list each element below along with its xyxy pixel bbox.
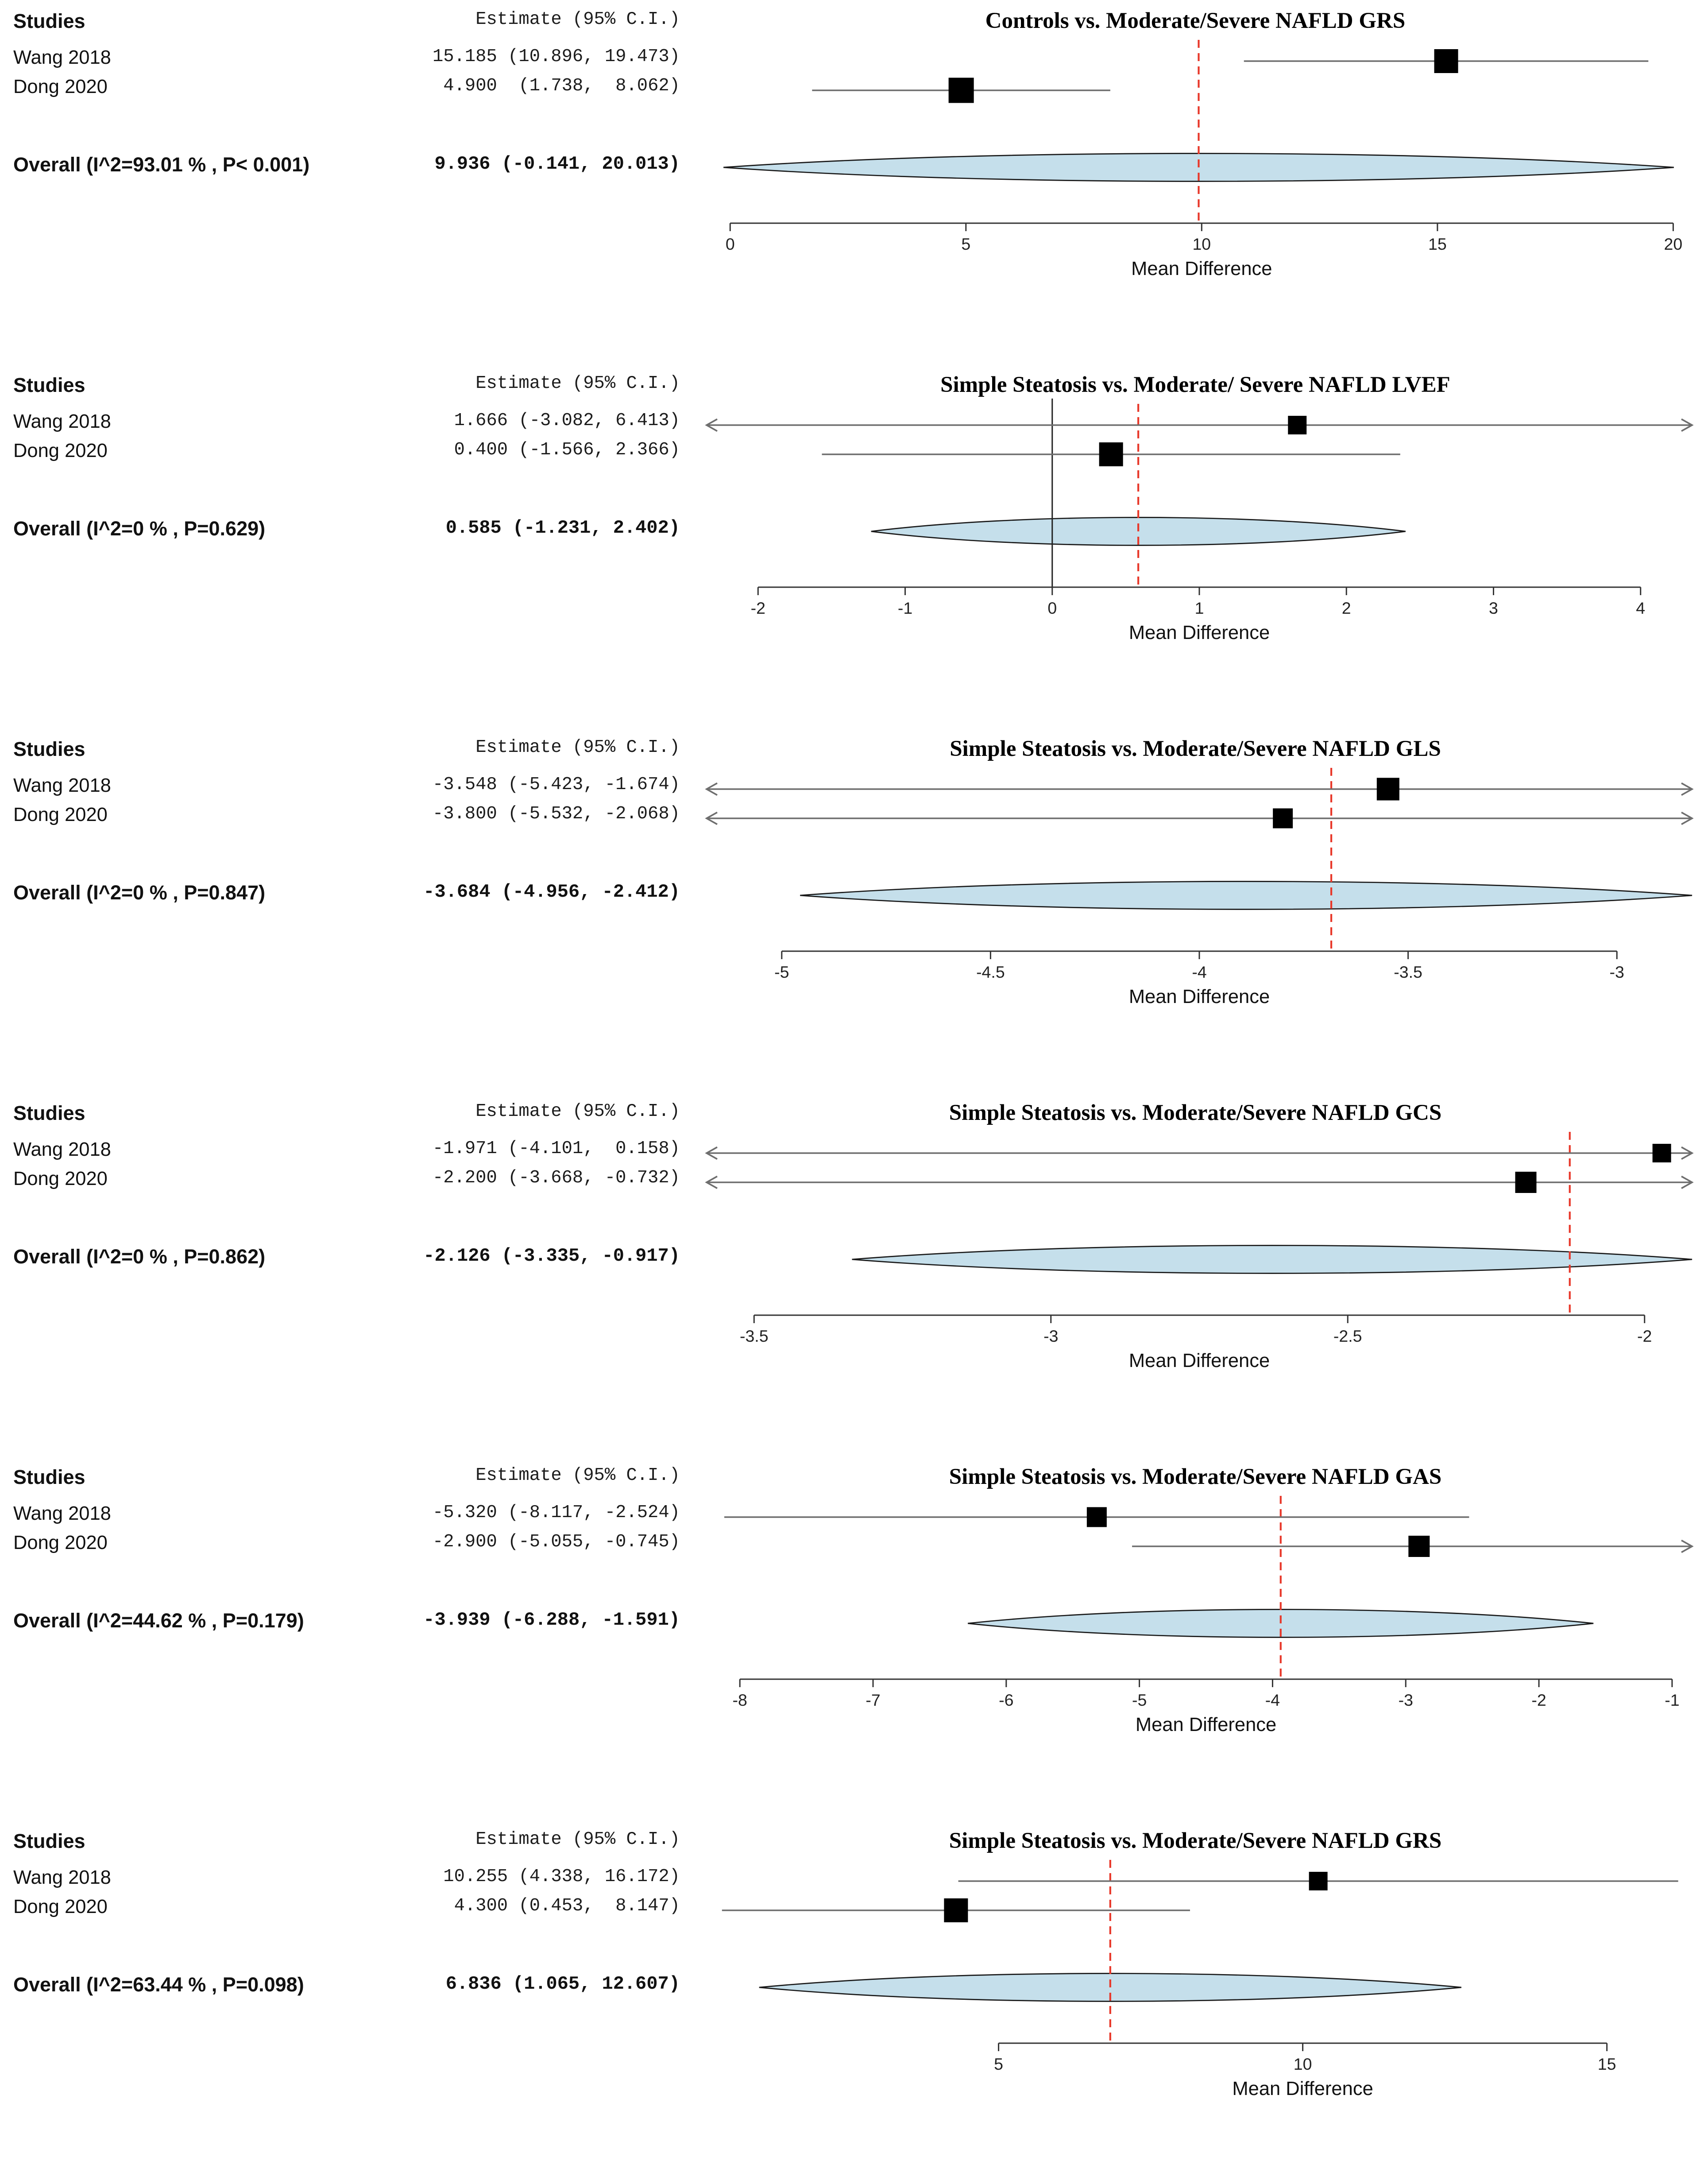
studies-column-header: Studies [13,1831,85,1853]
svg-text:Mean Difference: Mean Difference [1128,1350,1270,1371]
svg-text:Mean Difference: Mean Difference [1131,258,1272,279]
svg-text:-2: -2 [1531,1691,1546,1709]
studies-column-header: Studies [13,375,85,397]
svg-text:0: 0 [725,235,735,253]
estimate-column-header: Estimate (95% C.I.) [475,11,680,31]
study-estimate: -3.548 (-5.423, -1.674) [432,776,680,796]
overall-estimate: -3.939 (-6.288, -1.591) [423,1610,680,1631]
study-name: Dong 2020 [13,805,108,826]
overall-label: Overall (I^2=93.01 % , P< 0.001) [13,154,310,177]
studies-column-header: Studies [13,739,85,761]
overall-label: Overall (I^2=0 % , P=0.847) [13,882,266,905]
forest-panel-controls-grs [0,0,1708,364]
svg-text:-8: -8 [732,1691,747,1709]
forest-plot [691,728,1708,1060]
svg-text:1: 1 [1194,599,1204,617]
overall-estimate: 6.836 (1.065, 12.607) [445,1974,680,1995]
svg-text:-7: -7 [866,1691,881,1709]
svg-text:-6: -6 [999,1691,1014,1709]
svg-text:-1: -1 [897,599,913,617]
svg-text:15: 15 [1597,2055,1616,2073]
forest-panel-gas [0,1456,1708,1820]
panel-title: Simple Steatosis vs. Moderate/Severe NAFLD GAS [949,1464,1442,1489]
forest-plot [691,364,1708,696]
panel-title: Controls vs. Moderate/Severe NAFLD GRS [985,8,1406,33]
forest-plot [691,1092,1708,1424]
svg-text:10: 10 [1192,235,1211,253]
study-estimate: -2.200 (-3.668, -0.732) [432,1169,680,1189]
study-name: Wang 2018 [13,1868,111,1889]
study-name: Dong 2020 [13,77,108,98]
svg-text:3: 3 [1489,599,1498,617]
study-estimate: -5.320 (-8.117, -2.524) [432,1504,680,1524]
forest-panel-gcs [0,1092,1708,1456]
estimate-column-header: Estimate (95% C.I.) [475,375,680,395]
study-estimate: -2.900 (-5.055, -0.745) [432,1533,680,1553]
study-estimate: 15.185 (10.896, 19.473) [432,48,680,68]
study-estimate: 1.666 (-3.082, 6.413) [454,412,680,432]
forest-panel-ss-grs [0,1820,1708,2184]
svg-text:-4: -4 [1192,963,1207,981]
svg-text:Mean Difference: Mean Difference [1135,1714,1277,1735]
svg-text:-2.5: -2.5 [1333,1327,1362,1345]
svg-text:15: 15 [1428,235,1447,253]
overall-label: Overall (I^2=0 % , P=0.862) [13,1246,266,1269]
svg-text:-3: -3 [1043,1327,1059,1345]
svg-text:20: 20 [1664,235,1683,253]
overall-label: Overall (I^2=0 % , P=0.629) [13,518,266,541]
svg-text:-2: -2 [1637,1327,1652,1345]
study-estimate: 10.255 (4.338, 16.172) [443,1868,680,1888]
forest-panel-lvef [0,364,1708,728]
svg-text:-2: -2 [750,599,765,617]
study-estimate: -3.800 (-5.532, -2.068) [432,805,680,825]
panel-title: Simple Steatosis vs. Moderate/Severe NAFLD GLS [950,736,1441,761]
studies-column-header: Studies [13,1467,85,1489]
svg-text:Mean Difference: Mean Difference [1128,986,1270,1007]
svg-text:10: 10 [1293,2055,1312,2073]
overall-label: Overall (I^2=63.44 % , P=0.098) [13,1974,304,1997]
svg-text:5: 5 [994,2055,1003,2073]
study-name: Wang 2018 [13,412,111,433]
svg-text:-3: -3 [1609,963,1624,981]
estimate-column-header: Estimate (95% C.I.) [475,1831,680,1851]
estimate-column-header: Estimate (95% C.I.) [475,739,680,759]
study-name: Wang 2018 [13,1504,111,1525]
study-name: Dong 2020 [13,1533,108,1554]
study-name: Dong 2020 [13,1169,108,1190]
svg-text:4: 4 [1636,599,1646,617]
study-estimate: 0.400 (-1.566, 2.366) [454,441,680,461]
forest-plot [691,1820,1708,2152]
svg-text:Mean Difference: Mean Difference [1128,622,1270,643]
svg-text:-5: -5 [1132,1691,1147,1709]
overall-estimate: -3.684 (-4.956, -2.412) [423,882,680,903]
svg-text:-1: -1 [1665,1691,1680,1709]
panel-title: Simple Steatosis vs. Moderate/Severe NAFLD GCS [949,1100,1442,1125]
svg-text:-4.5: -4.5 [976,963,1005,981]
svg-text:-5: -5 [774,963,789,981]
study-name: Wang 2018 [13,48,111,69]
study-estimate: 4.900 (1.738, 8.062) [443,77,680,97]
svg-text:Mean Difference: Mean Difference [1232,2078,1373,2099]
studies-column-header: Studies [13,11,85,33]
forest-plot [691,0,1708,332]
svg-text:-4: -4 [1265,1691,1280,1709]
study-estimate: 4.300 (0.453, 8.147) [454,1897,680,1917]
forest-plot [691,1456,1708,1788]
overall-estimate: 9.936 (-0.141, 20.013) [434,154,680,175]
study-name: Dong 2020 [13,441,108,462]
svg-text:-3.5: -3.5 [1394,963,1422,981]
study-estimate: -1.971 (-4.101, 0.158) [432,1140,680,1160]
svg-text:-3.5: -3.5 [739,1327,769,1345]
estimate-column-header: Estimate (95% C.I.) [475,1467,680,1487]
overall-estimate: -2.126 (-3.335, -0.917) [423,1246,680,1267]
study-name: Wang 2018 [13,1140,111,1161]
panel-title: Simple Steatosis vs. Moderate/Severe NAFLD GRS [949,1828,1442,1853]
svg-text:2: 2 [1341,599,1351,617]
studies-column-header: Studies [13,1103,85,1125]
estimate-column-header: Estimate (95% C.I.) [475,1103,680,1123]
svg-text:0: 0 [1047,599,1057,617]
svg-text:5: 5 [961,235,971,253]
forest-panel-gls [0,728,1708,1092]
study-name: Dong 2020 [13,1897,108,1918]
svg-text:-3: -3 [1398,1691,1413,1709]
overall-label: Overall (I^2=44.62 % , P=0.179) [13,1610,304,1633]
panel-title: Simple Steatosis vs. Moderate/ Severe NAFLD LVEF [940,372,1450,397]
study-name: Wang 2018 [13,776,111,797]
overall-estimate: 0.585 (-1.231, 2.402) [445,518,680,539]
